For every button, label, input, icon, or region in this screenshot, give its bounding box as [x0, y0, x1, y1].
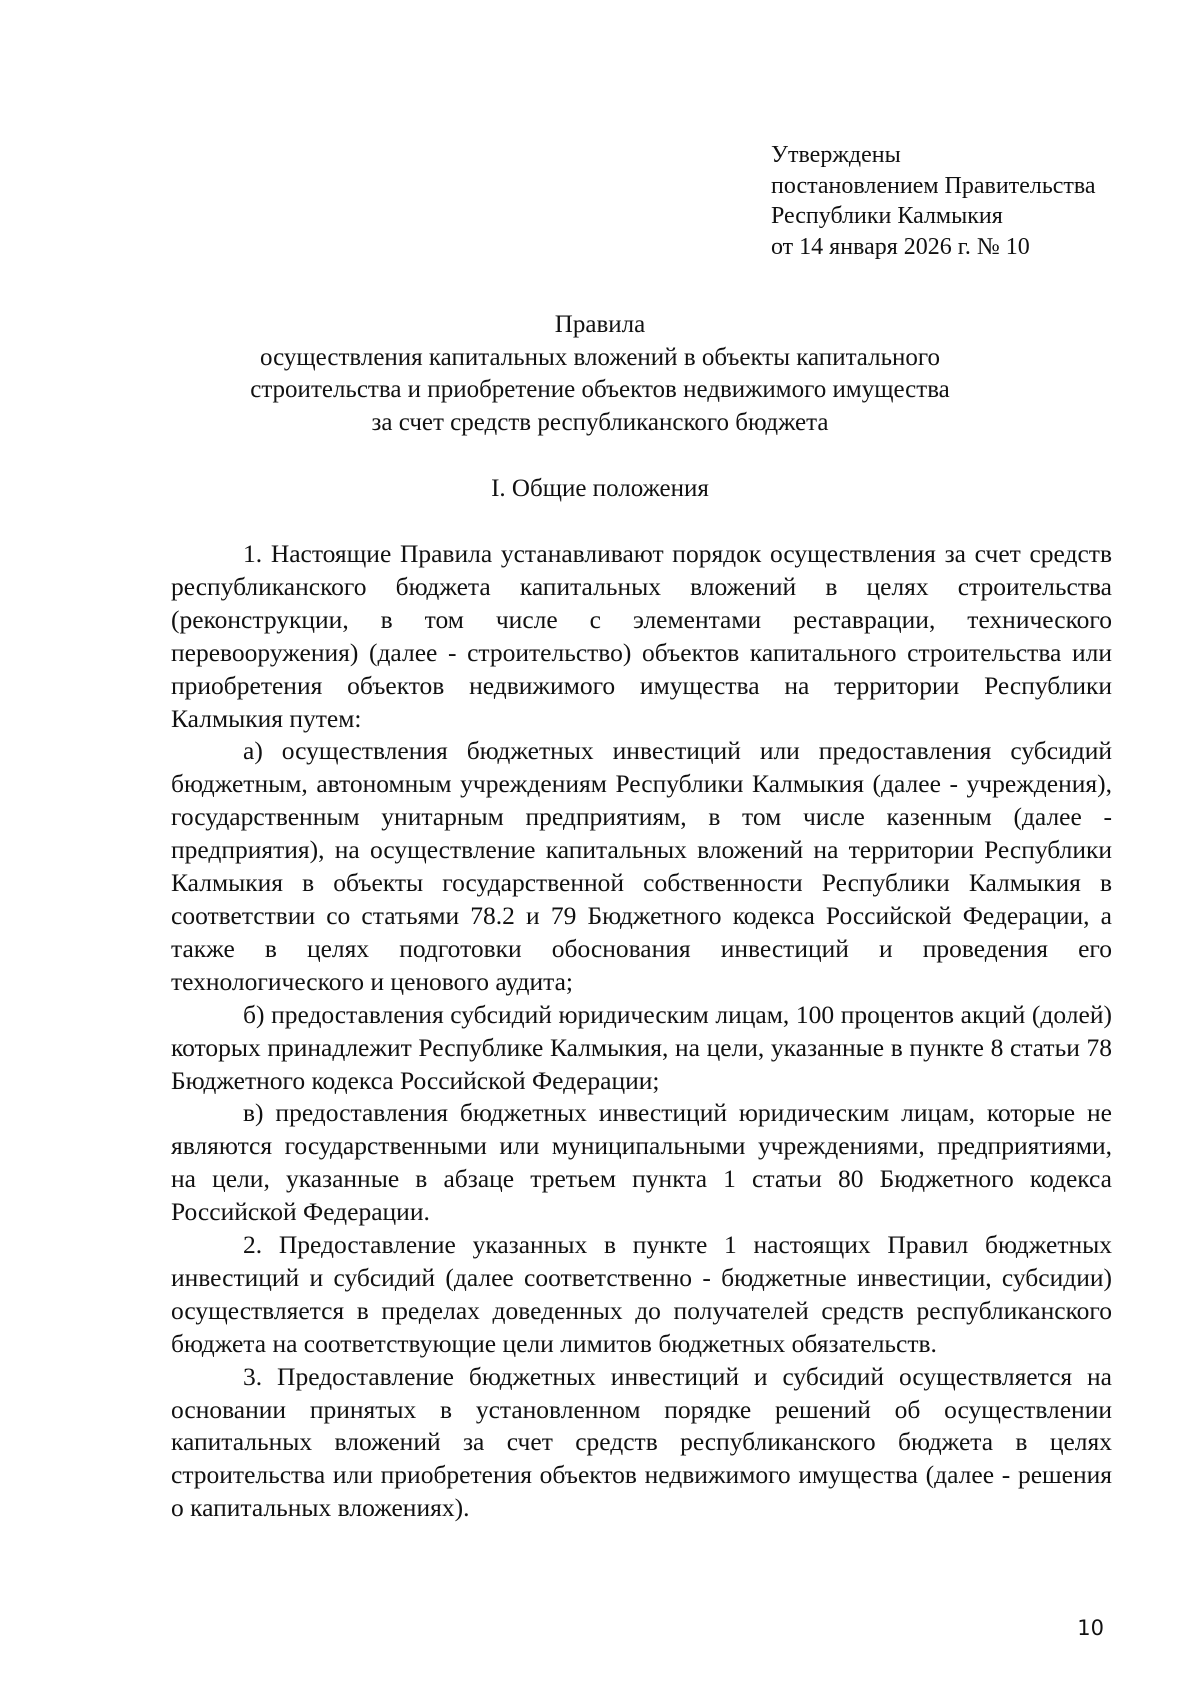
approval-line: Республики Калмыкия [771, 203, 1003, 229]
document-title [0, 309, 1200, 439]
paragraph-1a: а) осуществления бюджетных инвестиций или предоставления субсидий бюджетным, автономным учреждениям Республики Калмыкия (далее - учреждения), государственным унитарным предприятиям, в том числе казенным (далее - предприятия), на осуществление капитальных вложений на территории Республики Калмыкия в объекты государственной собственности Республики Калмыкия в соответствии со статьями 78.2 и 79 Бюджетного кодекса Российской Федерации, а также в целях подготовки обоснования инвестиций и проведения его технологического и ценового аудита; [171, 736, 1112, 996]
approval-line: Утверждены [771, 142, 901, 168]
paragraph-1b: б) предоставления субсидий юридическим лицам, 100 процентов акций (долей) которых принадлежит Республике Калмыкия, на цели, указанные в пункте 8 статьи 78 Бюджетного кодекса Российской Федерации; [171, 999, 1112, 1095]
paragraph-1: 1. Настоящие Правила устанавливают порядок осуществления за счет средств республиканского бюджета капитальных вложений в целях строительства (реконструкции, в том числе с элементами реставрации, технического перевооружения) (далее - строительство) объектов капитального строительства или приобретения объектов недвижимого имущества на территории Республики Калмыкия путем: [171, 539, 1112, 733]
title-line: за счет средств республиканского бюджета [371, 408, 829, 436]
page-number: 10 [1077, 1616, 1104, 1640]
title-line: Правила [554, 311, 646, 338]
title-line: строительства и приобретение объектов недвижимого имущества [250, 376, 950, 403]
approval-stamp [771, 140, 1096, 262]
paragraph-1c: в) предоставления бюджетных инвестиций юридическим лицам, которые не являются государственными или муниципальными учреждениями, предприятиями, на цели, указанные в абзаце третьем пункта 1 статьи 80 Бюджетного кодекса Российской Федерации. [171, 1098, 1112, 1227]
paragraph-3: 3. Предоставление бюджетных инвестиций и субсидий осуществляется на основании принятых в установленном порядке решений об осуществлении капитальных вложений за счет средств республиканского бюджета в целях строительства или приобретения объектов недвижимого имущества (далее - решения о капитальных вложениях). [171, 1361, 1112, 1523]
title-line: осуществления капитальных вложений в объекты капитального [259, 343, 941, 371]
document-body [171, 538, 1112, 1525]
approval-line: постановлением Правительства [771, 172, 1096, 199]
section-heading: I. Общие положения [491, 475, 709, 502]
approval-line: от 14 января 2026 г. № 10 [771, 233, 1030, 260]
paragraph-2: 2. Предоставление указанных в пункте 1 настоящих Правил бюджетных инвестиций и субсидий (далее соответственно - бюджетные инвестиции, субсидии) осуществляется в пределах доведенных до получателей средств республиканского бюджета на соответствующие цели лимитов бюджетных обязательств. [171, 1230, 1112, 1358]
